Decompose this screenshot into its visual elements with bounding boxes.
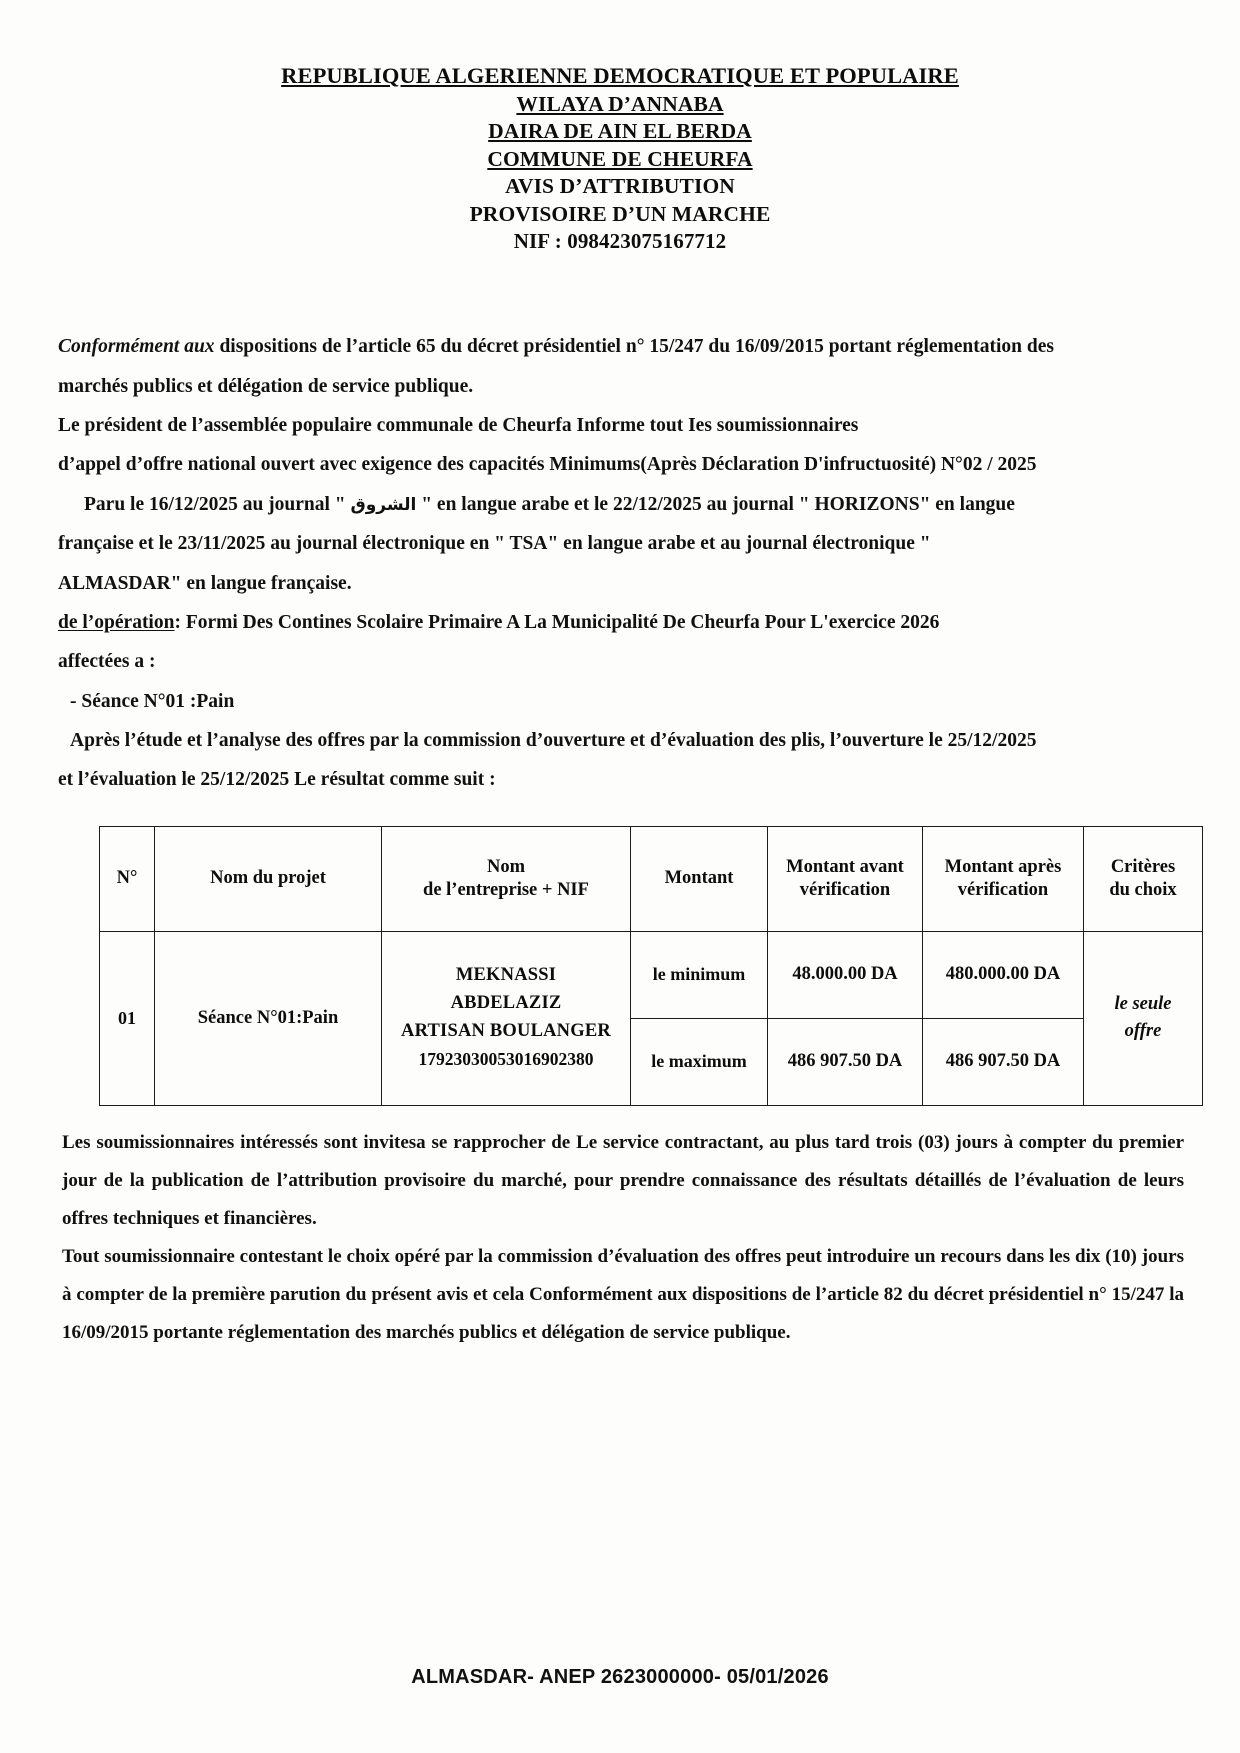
paragraph-evaluation-resultat: et l’évaluation le 25/12/2025 Le résultat comme suit :: [58, 769, 496, 791]
results-table-body: [100, 931, 1203, 1105]
results-table-head: [100, 826, 1203, 931]
header-cell-no: N°: [100, 826, 155, 931]
paragraph-apres-etude: Après l’étude et l’analyse des offres par la commission d’ouverture et d’évaluation des plis, l’ouverture le 25/12/2025: [70, 730, 1037, 751]
header-apres-line1: Montant après: [944, 857, 1062, 878]
header-entreprise-line2: de l’entreprise + NIF: [423, 879, 589, 900]
cell-montant-minimum-label: le minimum: [631, 931, 768, 1018]
parution-prefix: Paru le 16/12/2025 au journal ": [84, 493, 351, 515]
criteres-line1: le seule: [1114, 994, 1172, 1015]
header-cell-montant: Montant: [631, 826, 768, 931]
operation-description: : Formi Des Contines Scolaire Primaire A La Municipalité De Cheurfa Pour L'exercice 2026: [174, 611, 940, 633]
paragraph-appel-offre: d’appel d’offre national ouvert avec exigence des capacités Minimums(Après Déclaration D'infructuosité) N°02 / 2025: [58, 454, 1037, 476]
company-line2: ABDELAZIZ: [450, 993, 562, 1013]
cell-maximum-avant-verification: 486 907.50 DA: [768, 1018, 923, 1105]
cell-minimum-apres-verification: 480.000.00 DA: [923, 931, 1084, 1018]
header-line-provisoire: PROVISOIRE D’UN MARCHE: [469, 201, 771, 226]
paragraph-president: Le président de l’assemblée populaire communale de Cheurfa Informe tout Ies soumissionnaires: [58, 415, 859, 436]
header-cell-criteres: [1084, 826, 1203, 931]
table-row: [100, 931, 1203, 1018]
paragraph-seance-lot: - Séance N°01 :Pain: [70, 690, 235, 712]
cell-row-number: 01: [100, 931, 155, 1105]
conformement-italic: Conformément aux: [58, 336, 215, 358]
header-apres-line2: vérification: [957, 879, 1049, 900]
results-table: [99, 826, 1203, 1106]
document-footer: ALMASDAR- ANEP 2623000000- 05/01/2026: [411, 1666, 829, 1688]
paragraph-parution: [58, 485, 1182, 524]
operation-label: de l’opération: [58, 611, 175, 633]
header-cell-entreprise: [382, 826, 631, 931]
header-entreprise-line1: Nom: [486, 857, 526, 878]
journal-name-arabic: الشروق: [350, 494, 417, 515]
header-line-nif: NIF : 098423075167712: [513, 229, 727, 254]
paragraph-conformement: [58, 327, 1182, 366]
header-line-commune: COMMUNE DE CHEURFA: [487, 146, 753, 171]
table-header-row: [100, 826, 1203, 931]
criteres-line2: offre: [1124, 1021, 1162, 1042]
paragraph-operation: [58, 603, 1182, 642]
header-avant-line1: Montant avant: [786, 857, 904, 878]
header-cell-montant-apres: [923, 826, 1084, 931]
paragraph-affectees: affectées a :: [58, 651, 156, 673]
document-header: [0, 0, 1240, 255]
company-nif: 17923030053016902380: [418, 1048, 594, 1069]
company-line1: MEKNASSI: [455, 965, 557, 986]
document-body: [0, 327, 1240, 800]
conformement-rest: dispositions de l’article 65 du décret présidentiel n° 15/247 du 16/09/2015 portant réglementation des: [214, 336, 1054, 358]
header-line-republic: REPUBLIQUE ALGERIENNE DEMOCRATIQUE ET POPULAIRE: [281, 63, 959, 88]
header-criteres-line1: Critères: [1110, 857, 1176, 878]
paragraph-marches-publics: marchés publics et délégation de service publique.: [58, 375, 474, 397]
paragraph-almasdar: ALMASDAR" en langue française.: [58, 572, 352, 594]
company-line3: ARTISAN BOULANGER: [401, 1020, 611, 1041]
header-cell-projet: Nom du projet: [155, 826, 382, 931]
header-line-daira: DAIRA DE AIN EL BERDA: [488, 119, 752, 144]
header-avant-line2: vérification: [799, 879, 891, 900]
cell-minimum-avant-verification: 48.000.00 DA: [768, 931, 923, 1018]
cell-criteres-choix: [1084, 931, 1203, 1105]
results-table-wrapper: [63, 826, 1177, 1106]
cell-company: [382, 931, 631, 1105]
header-line-avis: AVIS D’ATTRIBUTION: [505, 174, 735, 199]
header-cell-montant-avant: [768, 826, 923, 931]
parution-suffix: " en langue arabe et le 22/12/2025 au journal " HORIZONS" en langue: [416, 493, 1015, 515]
cell-project-name: Séance N°01:Pain: [155, 931, 382, 1105]
paragraph-parution-electronique: française et le 23/11/2025 au journal électronique en " TSA" en langue arabe et au journal électronique ": [58, 533, 931, 555]
header-line-wilaya: WILAYA D’ANNABA: [516, 91, 724, 116]
document-closing: [0, 1106, 1240, 1352]
closing-paragraph-contestation: Tout soumissionnaire contestant le choix opéré par la commission d’évaluation des offres peut introduire un recours dans les dix (10) jours à compter de la première parution du présent avis et cela Conformément aux dispositions de l’article 82 du décret présidentiel n° 15/247 la 16/09/2015 portante réglementation des marchés publics et délégation de service publique.: [62, 1245, 1184, 1343]
cell-montant-maximum-label: le maximum: [631, 1018, 768, 1105]
cell-maximum-apres-verification: 486 907.50 DA: [923, 1018, 1084, 1105]
header-criteres-line2: du choix: [1109, 879, 1177, 900]
closing-paragraph-recours-delai: Les soumissionnaires intéressés sont invitesa se rapprocher de Le service contractant, au plus tard trois (03) jours à compter du premier jour de la publication de l’attribution provisoire du marché, pour prendre connaissance des résultats détaillés de l’évaluation de leurs offres techniques et financières.: [62, 1131, 1184, 1229]
